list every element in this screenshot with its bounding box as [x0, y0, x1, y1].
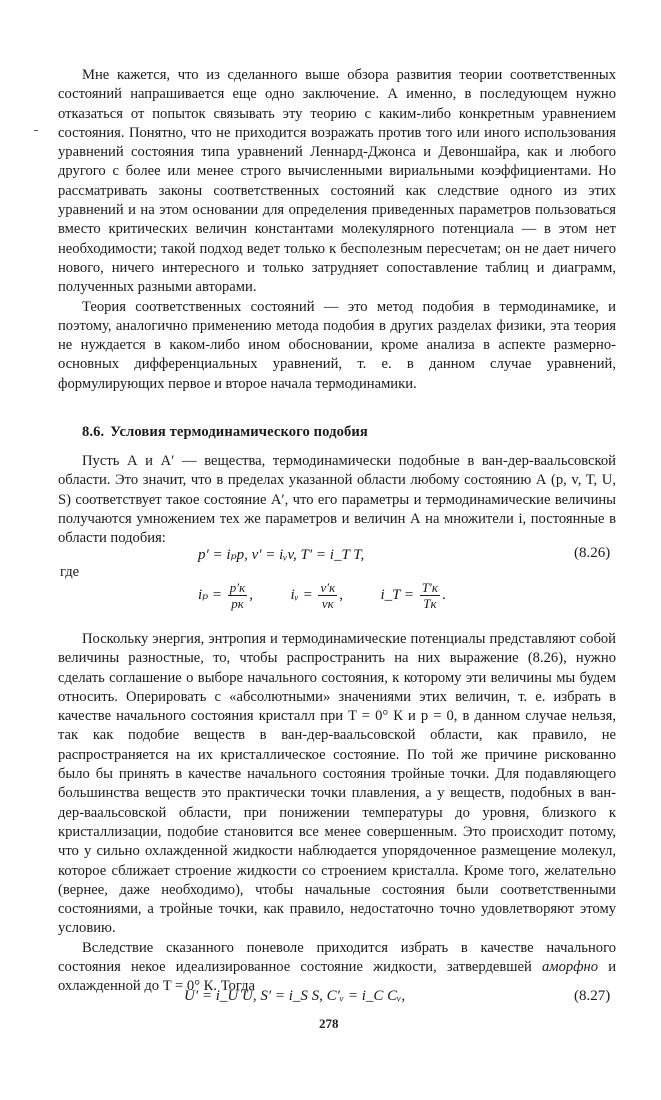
ratio-t-fraction: [420, 580, 440, 611]
ratio-p-fraction: [228, 580, 247, 611]
equation-8-26: p′ = iₚp, v′ = iᵥv, T′ = i_T T,: [198, 547, 365, 563]
ratio-t-numerator: T′к: [421, 580, 438, 595]
paragraph-5-emphasis: аморфно: [541, 959, 599, 976]
margin-mark: [34, 130, 38, 131]
main-text: [58, 630, 616, 997]
paragraph-2: Теория соответственных состояний — это метод подобия в термодинамике, и поэтому, аналогично применению метода подобия в других разделах физики, эта теория не нуждается в каком-либо ином обосновании, кроме анализа в аспекте размерно-основных дифференциальных уравнений, т. е. в данном случае уравнений, формулирующих первое и второе начала термодинамики.: [58, 298, 616, 392]
paragraph-5-start: Вследствие сказанного поневоле приходится избрать в качестве начального состояния некое идеализированное состояние жидкости, затвердевшей: [58, 939, 616, 976]
equation-number-8-27: (8.27): [574, 988, 611, 1004]
paragraph-3: Пусть А и А′ — вещества, термодинамически подобные в ван-дер-ваальсовской области. Это значит, что в пределах указанной области любому состоянию А (p, v, T, U, S) соответствует такое состояние А′, что его параметры и термодинамические величины получаются умножением тех же параметров и величин А на множители i, постоянные в области подобия:: [58, 453, 616, 547]
section-heading: [82, 424, 368, 441]
ratio-p-lhs: iₚ =: [198, 586, 223, 603]
section-number: 8.6.: [82, 424, 105, 440]
paragraph-5-end: и охлажденной до T = 0° К. Тогда: [58, 959, 617, 995]
ratio-t-lhs: i_T =: [380, 586, 415, 603]
where-label: где: [60, 564, 80, 580]
paragraph-4: Поскольку энергия, энтропия и термодинамические потенциалы представляют собой величины разностные, то, чтобы распространить на них выражение (8.26), нужно сделать соглашение о выборе начального состояния, к которому эти величины мы будем относить. Оперировать с «абсолютными» значениями этих величин, т. е. избрать в качестве начального состояния кристалл при T = 0° К и p = 0, в данном случае нельзя, так как подобие веществ в ван-дер-ваальсовской области, как правило, не распространяется на их кристаллическое состояние. По той же причине рискованно было бы принять в качестве начального состояния тройные точки. Для подавляющего большинства веществ это практически точки плавления, а у веществ, подобных в ван-дер-ваальсовской области, при понижении температуры до уровня, близкого к кристаллизации, подобие становится все менее совершенным. Это происходит потому, что у сильно охлажденной жидкости наблюдается упорядоченное размещение молекул, которое сближает строение жидкости со строением кристалла. Кроме того, желательно (вернее, даже необходимо), чтобы начальные состояния были соответственными состояниями, а тройные точки, как правило, недостаточно точно удовлетворяют этому условию.: [58, 631, 616, 937]
ratio-v-fraction: [318, 580, 337, 611]
ratio-v-lhs: iᵥ =: [290, 586, 313, 603]
ratio-v-denominator: vк: [321, 596, 334, 611]
ratio-v-numerator: v′к: [320, 580, 336, 595]
paragraph-1: Мне кажется, что из сделанного выше обзора развития теории соответственных состояний напрашивается еще одно заключение. А именно, в последующем нужно отказаться от попыток связывать эту теорию с каким-либо конкретным уравнением состояния. Понятно, что не приходится возражать против того или иного использования уравнений состояния типа уравнений Леннард-Джонса и Девоншайра, как и любого другого с более или менее строго вычисленными вириальными коэффициентами. Но рассматривать законы соответственных состояний как следствие одного из этих уравнений и на этом основании для определения приведенных параметров пользоваться вместо критических величин константами молекулярного потенциала — в этом нет необходимости; такой подход ведет только к бесполезным пересчетам; он не дает ничего нового, ничего интересного и только затрудняет сопоставление таблиц и диаграмм, полученных разными авторами.: [58, 67, 616, 296]
section-intro: [58, 452, 616, 548]
page-number: 278: [319, 1016, 339, 1031]
ratio-t-denominator: Tк: [423, 596, 437, 611]
intro-text: [58, 66, 616, 394]
section-title: Условия термодинамического подобия: [110, 424, 368, 440]
ratio-p-denominator: pк: [231, 596, 244, 611]
ratio-equations: iₚ = $\frac{p'к}{pк}$ , iᵥ = $\frac{v'к}{vк}$ , i_T = $\frac{T'к}{Tк}$ .: [198, 580, 446, 611]
equation-8-27: U′ = i_U U, S′ = i_S S, C′ᵥ = i_C Cᵥ,: [184, 988, 406, 1004]
ratio-p-numerator: p′к: [229, 580, 246, 595]
equation-number-8-26: (8.26): [574, 545, 611, 561]
